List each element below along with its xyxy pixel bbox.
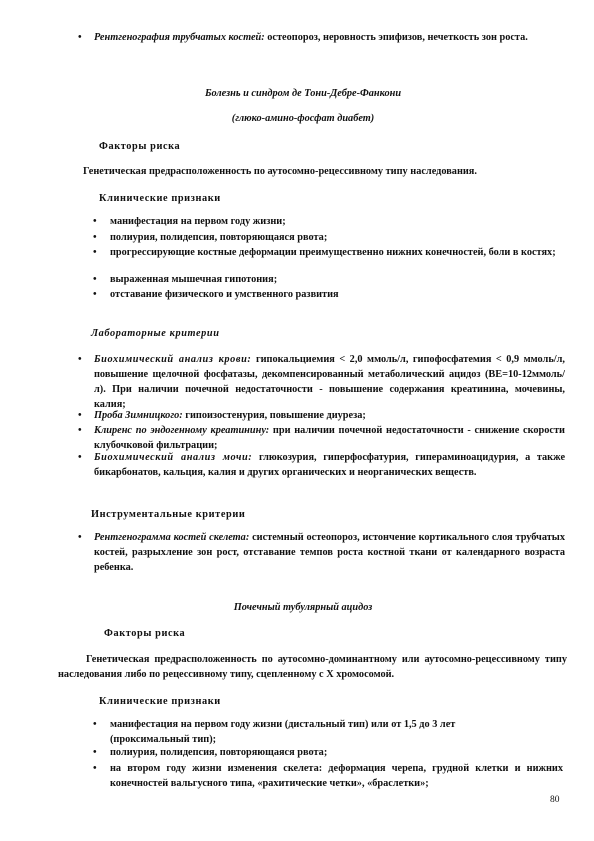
bullet-icon: • xyxy=(93,763,97,774)
page-number: 80 xyxy=(550,795,560,805)
bullet-icon: • xyxy=(93,747,97,758)
bullet-icon: • xyxy=(78,32,82,43)
bullet-icon: • xyxy=(93,216,97,227)
clinical-item: • выраженная мышечная гипотония; xyxy=(93,274,278,285)
section-title: Болезнь и синдром де Тони-Дебре-Фанкони xyxy=(204,88,402,99)
bullet-icon: • xyxy=(78,452,82,463)
bullet-icon: • xyxy=(93,247,97,258)
lab-item: • Биохимический анализ крови: гипокальциемия < 2,0 ммоль/л, гипофосфатемия < 0,9 ммоль/л, повышение щелочной фосфатазы, декомпенсированный метаболический ацидоз (ВЕ=10-12ммоль/л). При наличии почечной недостаточности - повышение содержания креатинина, мочевины, калия; xyxy=(78,354,565,410)
clinical-item: • отставание физического и умственного развития xyxy=(93,289,339,300)
lab-criteria-heading: Лабораторные критерии xyxy=(91,328,220,339)
bullet-icon: • xyxy=(93,232,97,243)
bullet-icon: • xyxy=(78,354,82,365)
clinical-signs-heading: Клинические признаки xyxy=(99,193,221,204)
risk-factors-heading: Факторы риска xyxy=(99,141,181,152)
clinical-item: • полиурия, полидепсия, повторяющаяся рвота; xyxy=(93,232,328,243)
clinical-item: • прогрессирующие костные деформации преимущественно нижних конечностей, боли в костях; xyxy=(93,247,556,258)
clinical-item: • манифестация на первом году жизни; xyxy=(93,216,286,227)
item-lead: Рентгенография трубчатых костей: xyxy=(94,32,265,43)
bullet-icon: • xyxy=(78,425,82,436)
risk-factors-heading: Факторы риска xyxy=(104,628,186,639)
instrumental-item: • Рентгенограмма костей скелета: системный остеопороз, истончение кортикального слоя трубчатых костей, разрыхление зон рост, отставание темпов роста костной ткани от календарного возраста ребенка. xyxy=(78,532,565,573)
clinical-signs-heading: Клинические признаки xyxy=(99,696,221,707)
clinical-item: • полиурия, полидепсия, повторяющаяся рвота; xyxy=(93,747,328,758)
section-title: Почечный тубулярный ацидоз xyxy=(233,602,373,613)
lab-item: • Проба Зимницкого: гипоизостенурия, повышение диуреза; xyxy=(78,410,366,421)
instrumental-criteria-heading: Инструментальные критерии xyxy=(91,509,246,520)
lab-item: • Клиренс по эндогенному креатинину: при наличии почечной недостаточности - снижение скорости клубочковой фильтрации; xyxy=(78,425,565,451)
section-subtitle: (глюко-амино-фосфат диабет) xyxy=(231,113,375,124)
bullet-icon: • xyxy=(93,274,97,285)
top-bullet-item xyxy=(78,30,564,45)
item-text: остеопороз, неровность эпифизов, нечеткость зон роста. xyxy=(264,32,528,43)
bullet-icon: • xyxy=(93,289,97,300)
lab-item: • Биохимический анализ мочи: глюкозурия, гиперфосфатурия, гипераминоацидурия, а также бикарбонатов, кальция, калия и других органических и неорганических веществ. xyxy=(78,452,566,478)
clinical-item: • на втором году жизни изменения скелета: деформация черепа, грудной клетки и нижних конечностей вальгусного типа, «рахитические четки», «браслетки»; xyxy=(93,763,563,789)
bullet-icon: • xyxy=(93,719,97,730)
risk-factors-text: Генетическая предрасположенность по аутосомно-рецессивному типу наследования. xyxy=(83,166,477,177)
clinical-item: • манифестация на первом году жизни (дистальный тип) или от 1,5 до 3 лет (проксимальный тип); xyxy=(93,719,456,745)
bullet-icon: • xyxy=(78,410,82,421)
risk-factors-text: Генетическая предрасположенность по аутосомно-доминантному или аутосомно-рецессивному типу наследования либо по рецессивному типу, сцепленному с Х хромосомой. xyxy=(58,654,567,680)
bullet-icon: • xyxy=(78,532,82,543)
